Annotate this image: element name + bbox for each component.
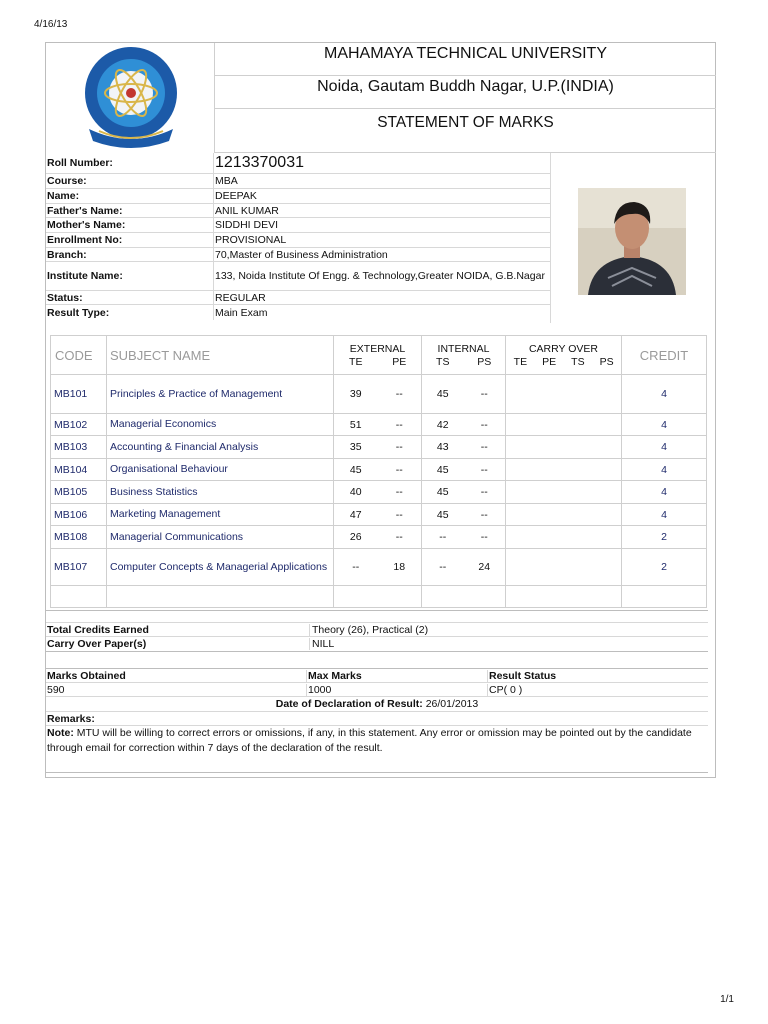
info-row-branch bbox=[46, 248, 550, 262]
marks-obtained-label: Marks Obtained bbox=[47, 669, 126, 682]
table-row: MB103 Accounting & Financial Analysis 35 -- 43 -- 4 bbox=[51, 436, 707, 459]
subject-header: SUBJECT NAME bbox=[107, 336, 334, 375]
info-label: Mother's Name: bbox=[47, 219, 126, 231]
table-row: MB106 Marketing Management 47 -- 45 -- 4 bbox=[51, 504, 707, 526]
carry-over-header: CARRY OVER TE PE TS PS bbox=[506, 336, 622, 375]
info-row-result-type bbox=[46, 305, 550, 320]
info-row-institute bbox=[46, 262, 550, 291]
carry-over-label: Carry Over Paper(s) bbox=[47, 638, 147, 650]
result-status-value: CP( 0 ) bbox=[487, 684, 708, 696]
info-row-status bbox=[46, 291, 550, 305]
table-row: MB101 Principles & Practice of Management 39 -- 45 -- 4 bbox=[51, 375, 707, 414]
internal-header: INTERNAL TS PS bbox=[422, 336, 506, 375]
info-label: Name: bbox=[47, 190, 80, 202]
info-label: Branch: bbox=[47, 248, 87, 261]
photo-cell bbox=[550, 153, 716, 323]
table-row: MB102 Managerial Economics 51 -- 42 -- 4 bbox=[51, 414, 707, 436]
info-label: Course: bbox=[47, 175, 87, 187]
university-name: MAHAMAYA TECHNICAL UNIVERSITY bbox=[215, 43, 716, 76]
result-summary bbox=[46, 668, 708, 773]
info-label: Institute Name: bbox=[47, 270, 123, 282]
info-row-mother bbox=[46, 218, 550, 233]
info-row-name bbox=[46, 189, 550, 204]
logo-cell bbox=[46, 43, 215, 153]
result-status-label: Result Status bbox=[487, 670, 708, 682]
credits-summary bbox=[46, 610, 708, 652]
info-value: DEEPAK bbox=[213, 189, 550, 203]
page-number: 1/1 bbox=[720, 994, 734, 1005]
code-header: CODE bbox=[51, 336, 107, 375]
info-value: SIDDHI DEVI bbox=[213, 218, 550, 232]
info-value: 70,Master of Business Administration bbox=[213, 248, 550, 261]
max-marks-label: Max Marks bbox=[306, 670, 487, 682]
info-label: Status: bbox=[47, 291, 83, 304]
carry-over-value: NILL bbox=[309, 638, 708, 650]
document-title: STATEMENT OF MARKS bbox=[215, 109, 716, 153]
info-value: ANIL KUMAR bbox=[213, 204, 550, 217]
info-row-father bbox=[46, 204, 550, 218]
remarks-label: Remarks: bbox=[46, 712, 708, 726]
info-value: MBA bbox=[213, 174, 550, 188]
max-marks-value: 1000 bbox=[306, 684, 487, 696]
university-logo bbox=[79, 45, 183, 149]
info-value: 133, Noida Institute Of Engg. & Technology,Greater NOIDA, G.B.Nagar bbox=[213, 262, 550, 290]
info-value: REGULAR bbox=[213, 291, 550, 304]
total-credits-label: Total Credits Earned bbox=[47, 623, 149, 636]
declaration-date: Date of Declaration of Result: 26/01/2013 bbox=[46, 697, 708, 712]
table-row-empty bbox=[51, 586, 707, 608]
note: Note: MTU will be willing to correct errors or omissions, if any, in this statement. Any error or omission may be pointed out by the candidate through email for correction within 7 days of the declaration of the result. bbox=[47, 727, 692, 754]
total-credits-value: Theory (26), Practical (2) bbox=[309, 624, 708, 636]
info-row-enrollment bbox=[46, 233, 550, 248]
roll-number: 1213370031 bbox=[213, 153, 550, 173]
info-label: Father's Name: bbox=[47, 204, 123, 217]
info-label: Result Type: bbox=[47, 306, 110, 319]
student-info bbox=[46, 153, 550, 320]
info-row-roll bbox=[46, 153, 550, 174]
credit-header: CREDIT bbox=[622, 336, 707, 375]
table-row: MB107 Computer Concepts & Managerial Applications -- 18 -- 24 2 bbox=[51, 549, 707, 586]
student-photo bbox=[578, 188, 686, 295]
info-label: Roll Number: bbox=[47, 157, 113, 169]
table-row: MB105 Business Statistics 40 -- 45 -- 4 bbox=[51, 481, 707, 504]
print-date: 4/16/13 bbox=[34, 19, 68, 30]
info-row-course bbox=[46, 174, 550, 189]
info-value: Main Exam bbox=[213, 305, 550, 320]
marks-table bbox=[50, 335, 707, 608]
table-row: MB108 Managerial Communications 26 -- -- -- 2 bbox=[51, 526, 707, 549]
university-location: Noida, Gautam Buddh Nagar, U.P.(INDIA) bbox=[215, 76, 716, 109]
marks-obtained-value: 590 bbox=[47, 683, 65, 696]
marks-header-row bbox=[51, 336, 707, 375]
table-row: MB104 Organisational Behaviour 45 -- 45 -- 4 bbox=[51, 459, 707, 481]
external-header: EXTERNAL TE PE bbox=[334, 336, 422, 375]
info-value: PROVISIONAL bbox=[213, 233, 550, 247]
marksheet bbox=[45, 42, 716, 778]
info-label: Enrollment No: bbox=[47, 234, 123, 246]
